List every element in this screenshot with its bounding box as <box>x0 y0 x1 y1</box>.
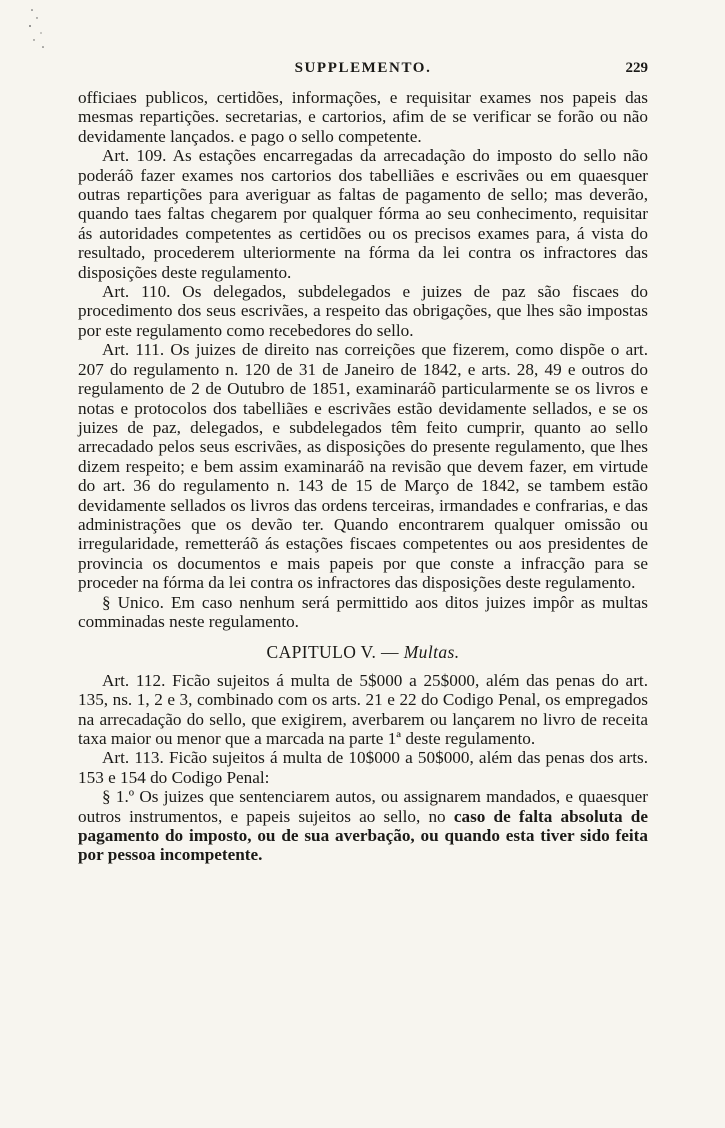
paragraph-art-113: Art. 113. Ficão sujeitos á multa de 10$000 a 50$000, além das penas dos arts. 153 e 154 do Codigo Penal: <box>78 748 648 787</box>
running-title: SUPPLEMENTO. <box>294 60 432 76</box>
chapter-label: CAPITULO V. — <box>266 642 399 663</box>
paragraph-art-111: Art. 111. Os juizes de direito nas correições que fizerem, como dispõe o art. 207 do regulamento n. 120 de 31 de Janeiro de 1842, e arts. 28, 49 e outros do regulamento de 2 de Outubro de 1851, examinaráõ particularmente se os livros e notas e protocolos dos tabelliães e escrivães estão devidamente sellados, e se os juizes de paz, delegados, e subdelegados têm feito cumprir, quanto ao sello arrecadado pelos seus escrivães, as disposições do presente regulamento, que lhes dizem respeito; e bem assim examinaráõ na revisão que devem fazer, em virtude do art. 36 do regulamento n. 143 de 15 de Março de 1842, se tambem estão devidamente sellados os livros das ordens terceiras, irmandades e confrarias, e das administrações que os devão ter. Quando encontrarem qualquer omissão ou irregularidade, remetteráõ ás estações fiscaes competentes ou aos presidentes de provincia os documentos e mais papeis por que conste a infracção para se proceder na fórma da lei contra os infractores das disposições deste regulamento. <box>78 340 648 593</box>
paragraph-art-112: Art. 112. Ficão sujeitos á multa de 5$000 a 25$000, além das penas do art. 135, ns. 1, 2 e 3, combinado com os arts. 21 e 22 do Codigo Penal, os empregados na arrecadação do sello, que exigirem, averbarem ou lançarem no livro de receita taxa maior ou menor que a marcada na parte 1ª deste regulamento. <box>78 670 648 748</box>
chapter-title: Multas. <box>403 642 460 663</box>
paragraph-continuation: officiaes publicos, certidões, informações, e requisitar exames nos papeis das mesmas repartições. secretarias, e cartorios, afim de se verificar se forão ou não devidamente lançados. e pago o sello competente. <box>78 88 648 146</box>
margin-specks <box>26 6 48 54</box>
page-header <box>78 60 648 84</box>
chapter-heading <box>78 643 648 662</box>
paragraph-art-109: Art. 109. As estações encarregadas da arrecadação do imposto do sello não poderáõ fazer exames nos cartorios dos tabelliães e escrivães ou em quaesquer outras repartições para averiguar as faltas de pagamento de sello; mas deverão, quando taes faltas chegarem por qualquer fórma ao seu conhecimento, requisitar ás autoridades competentes as certidões ou os precisos exames para, á vista do resultado, procederem ulteriormente na fórma da lei contra os infractores das disposições deste regulamento. <box>78 146 648 282</box>
page-number: 229 <box>625 60 648 76</box>
paragraph-section-1 <box>78 787 648 865</box>
section-1-text-bold: caso de falta absoluta de pagamento do imposto, ou de sua averbação, ou quando esta tiver sido feita por pessoa incompetente. <box>78 806 648 865</box>
paragraph-art-110: Art. 110. Os delegados, subdelegados e juizes de paz são fiscaes do procedimento dos seus escrivães, a respeito das obrigações, que lhes são impostas por este regulamento como recebedores do sello. <box>78 282 648 340</box>
paragraph-unico: § Unico. Em caso nenhum será permittido aos ditos juizes impôr as multas comminadas neste regulamento. <box>78 592 648 631</box>
section-1-text: § 1.º Os juizes que sentenciarem autos, ou assignarem mandados, e quaesquer outros instrumentos, e papeis sujeitos ao sello, no <box>78 787 648 826</box>
body-text <box>78 88 648 865</box>
